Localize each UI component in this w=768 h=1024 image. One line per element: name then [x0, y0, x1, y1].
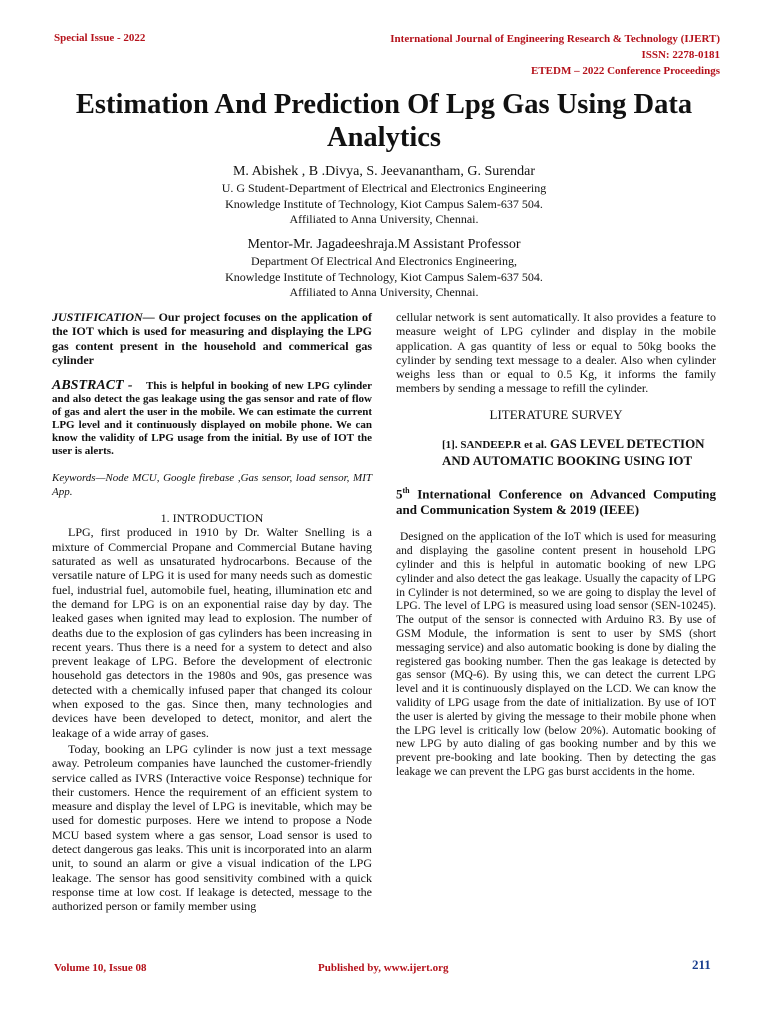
introduction-continuation: cellular network is sent automatically. It also provides a feature to measure weight of LPG cylinder and display in the mobile application. A gas quantity of less or equal to 50kg books the cylinder by sending text message to a dealer. Also when cylinder weighs less than or equal to 0.5 Kg, it informs the family members by sending a message to refill the cylinder. — [396, 310, 716, 396]
header-proceedings: ETEDM – 2022 Conference Proceedings — [530, 65, 720, 77]
author-affiliation — [90, 181, 678, 228]
introduction-paragraph-1: LPG, first produced in 1910 by Dr. Walter Snelling is a mixture of Commercial Propane and Commercial Butane having saturated as well as unsaturated hydrocarbons. Because of the versatile nature of LPG it is used for many needs such as domestic fuel, industrial fuel, automobile fuel, heating, illumination etc and the demand for LPG is on an exponential raise day by day. The leaked gases when ignited may lead to explosion. The number of deaths due to the explosion of gas cylinders has been increasing in recent years. Thus there is a need for a system to detect and also prevent leakage of LPG. Before the development of electronic household gas detectors in the 1980s and 90s, gas presence was detected with a chemically infused paper that changed its colour when exposed to the gas. Since then, many technologies and devices have been developed to detect, monitor, and alert the leakage of a wide array of gases. — [52, 525, 372, 740]
header-journal-name: International Journal of Engineering Research & Technology (IJERT) — [390, 33, 720, 45]
abstract-text: This is helpful in booking of new LPG cylinder and also detect the gas leakage using the gas sensor and rate of flow of gas and alert the user in the mobile. We can estimate the current LPG level and it continuously displayed on mobile phone. We can know the validity of LPG usage from the initial. By use of IOT the user is alerts. — [52, 380, 373, 458]
abstract-label: ABSTRACT - — [52, 378, 133, 394]
reference-description: Designed on the application of the IoT which is used for measuring and displaying the gasoline content present in household LPG cylinder and this is helpful in automatic booking of new LPG cylinder and also detect the gas leakage. Usually the capacity of LPG in Cylinder is not determined, so we are going to display the level of LPG. The level of LPG is measured using load sensor (SEN-10245). The output of the sensor is connected with Arduino R3. By use of GSM Module, the information is sent to user by SMS (short messaging service) and also automatic booking is done by dialing the registered gas booking number. Then the gas leakage is detected by gas sensor (MQ-6). By using this, we can detect the current LPG level and it is continuously displayed on the LCD. We can know the validity of LPG usage from the date of initialization. By use of IOT the user is alerted by giving the message to their mobile phone when the LPG level is critically low (below 20%). Automatic booking of new LPG by auto dialing of gas booking number and by this we prevent pre-booking and late booking. Then by detecting the gas leakage we can prevent the LPG gas burst accidents in the home. — [396, 531, 716, 778]
affiliation-line: Department Of Electrical And Electronics Engineering, — [251, 254, 517, 268]
left-column — [52, 310, 372, 914]
header-special-issue: Special Issue - 2022 — [54, 32, 146, 44]
reference-number: [1]. SANDEEP.R et al. — [442, 439, 547, 452]
affiliation-line: U. G Student-Department of Electrical and Electronics Engineering — [221, 181, 547, 195]
affiliation-line: Knowledge Institute of Technology, Kiot Campus Salem-637 504. — [225, 196, 543, 211]
right-column — [396, 310, 716, 780]
mentor-line: Mentor-Mr. Jagadeeshraja.M Assistant Professor — [247, 237, 521, 252]
mentor-affiliation — [90, 254, 678, 301]
justification-label: JUSTIFICATION— — [52, 310, 155, 324]
header-issn: ISSN: 2278-0181 — [641, 49, 720, 61]
affiliation-line: Knowledge Institute of Technology, Kiot Campus Salem-637 504. — [225, 269, 543, 284]
header-journal-info — [390, 31, 720, 79]
reference-title: GAS LEVEL DETECTION AND AUTOMATIC BOOKING USING IOT — [442, 436, 705, 469]
conference-ordinal: 5 — [396, 486, 403, 502]
footer-publisher: Published by, www.ijert.org — [318, 962, 449, 974]
reference-heading — [442, 436, 716, 469]
abstract-paragraph — [52, 379, 372, 458]
author-list: M. Abishek , B .Divya, S. Jeevanantham, G. Surendar — [232, 164, 536, 179]
paper-title: Estimation And Prediction Of Lpg Gas Using Data Analytics — [75, 89, 693, 153]
footer-page-number: 211 — [692, 957, 711, 972]
conference-line — [396, 483, 716, 517]
keywords: Keywords—Node MCU, Google firebase ,Gas sensor, load sensor, MIT App. — [52, 472, 372, 499]
conference-text: International Conference on Advanced Computing and Communication System & 2019 (IEEE) — [396, 486, 716, 517]
affiliation-line: Affiliated to Anna University, Chennai. — [289, 212, 479, 226]
affiliation-line: Affiliated to Anna University, Chennai. — [289, 285, 479, 299]
introduction-paragraph-2: Today, booking an LPG cylinder is now just a text message away. Petroleum companies have launched the customer-friendly service called as IVRS (Interactive voice Response) technique for their customers. Hence the requirement of an efficient system to measure and display the level of LPG is inevitable, which may be used for domestic purposes. Here we intend to propose a Node MCU based system where a gas sensor, Load sensor is used to detect dangerous gas leaks. This unit is incorporated into an alarm unit, to sound an alarm or give a visual indication of the LPG leakage. The sensor has good sensitivity combined with a quick response time at low cost. If leakage is detected, message to the authorized person or family member using — [52, 741, 372, 914]
introduction-heading: 1. INTRODUCTION — [160, 511, 264, 526]
literature-survey-heading: LITERATURE SURVEY — [489, 406, 623, 422]
footer-volume: Volume 10, Issue 08 — [54, 962, 147, 974]
justification-paragraph — [52, 310, 372, 367]
conference-ordinal-suffix: th — [402, 486, 410, 496]
justification-text: Our project focuses on the application of the IOT which is used for measuring and displaying the LPG gas content present in the household and commerical gas cylinder — [52, 310, 373, 367]
